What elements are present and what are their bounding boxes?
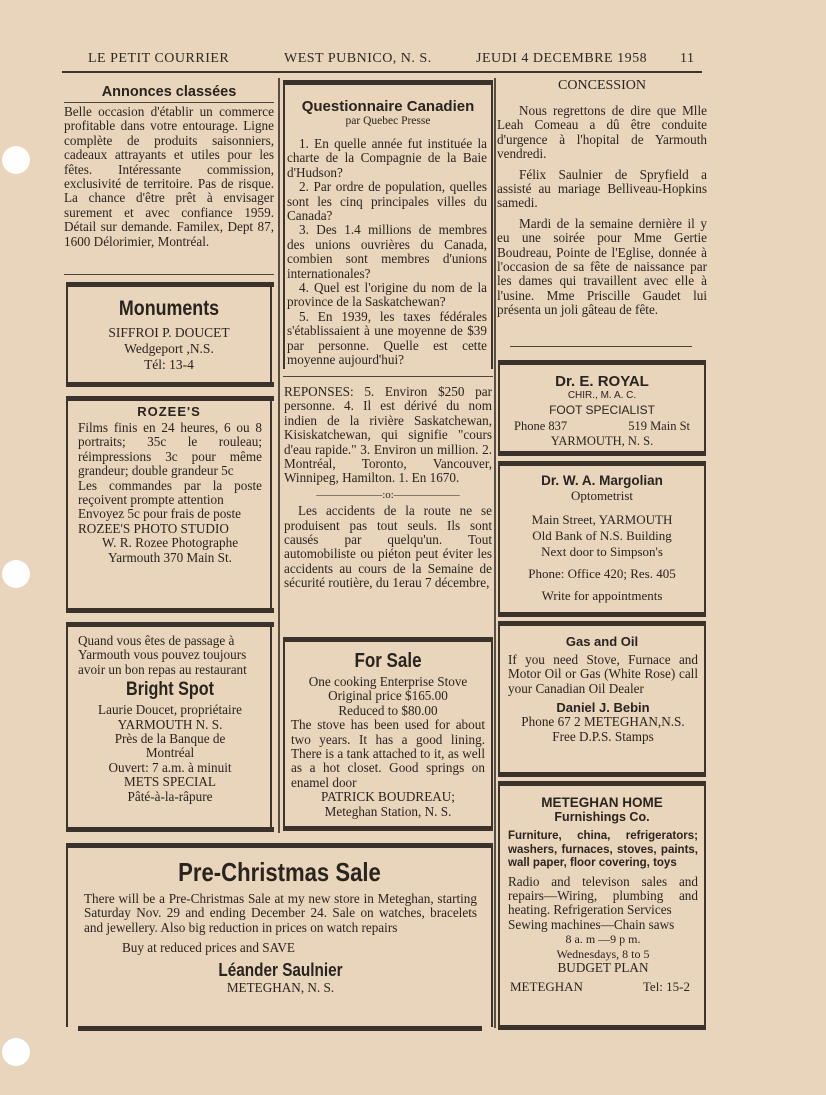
question-2: 2. Par ordre de population, quelles sont les cinq principales villes du Canada? xyxy=(287,179,487,224)
accidents-body: Les accidents de la route ne se produisent pas tout seuls. Ils sont causés par quelqu'un. Tout automobiliste ou piéton peut éviter les accidents au cours de la Semaine de sécurité routière, du 1erau 7 décembre, xyxy=(284,503,492,591)
royal-creds: CHIR., M. A. C. xyxy=(567,390,637,401)
margolian-role: Optometrist xyxy=(570,488,634,503)
concession-heading: CONCESSION xyxy=(558,78,646,93)
question-3: 3. Des 1.4 millions de membres des unions ouvrières du Canada, combien sont membres d'unions internationales? xyxy=(287,222,487,281)
meteghan-hours2: Wednesdays, 8 to 5 xyxy=(556,946,650,961)
rozee-p2: Les commandes par la poste reçoivent prompte attention xyxy=(78,477,262,508)
meteghan-hours1: 8 a. m —9 p m. xyxy=(565,932,641,947)
divider xyxy=(283,376,493,377)
for-sale-desc: The stove has been used for about two years. It has a good lining. There is a tank attached to it, as well as a hot closet. Good springs on enamel door xyxy=(291,717,485,790)
royal-specialty: FOOT SPECIALIST xyxy=(549,403,655,417)
classified-ads xyxy=(64,84,274,249)
bright-hours: Ouvert: 7 a.m. à minuit xyxy=(108,759,232,775)
box-rule xyxy=(66,827,274,832)
bright-intro: Quand vous êtes de passage à Yarmouth vous pouvez toujours avoir un bon repas au restaurant xyxy=(78,633,247,677)
concession-p1: Nous regrettons de dire que Mlle Leah Comeau a dû être conduite d'urgence à l'hopital de Yarmouth vendredi. xyxy=(497,103,707,162)
paper-location: WEST PUBNICO, N. S. xyxy=(284,51,432,66)
answers-body: REPONSES: 5. Environ $250 par personne. 4. Il est dérivé du nom indien de la rivière Saskatchewan, Kisiskatchewan, qui signifie "cours d'eau rapide." 3. Environ un million. 2. Montréal, Toronto, Vancouver, Winnipeg, Hamilton. 1. En 1670. xyxy=(284,384,492,486)
royal-phone: Phone 837 xyxy=(514,419,568,433)
margolian-next: Next door to Simpson's xyxy=(541,544,663,559)
bright-title: Bright Spot xyxy=(126,679,214,701)
margolian-phone: Phone: Office 420; Res. 405 xyxy=(528,566,676,581)
monuments-place: Wedgeport ,N.S. xyxy=(124,341,214,356)
gas-oil-ad xyxy=(498,624,706,774)
meteghan-services: Radio and televison sales and repairs—Wiring, plumbing and heating. Refrigeration Services xyxy=(508,873,698,918)
box-rule xyxy=(78,1026,482,1031)
classified-body: Belle occasion d'établir un commerce profitable dans votre entourage. Ligne complète de produits saisonniers, cadeaux attrayants et utiles pour les fêtes. Intéressante commission, exclusivité de territoire. Pas de risque. La chance d'être prêt à envisager surement et avec confiance 1959. Détail sur demande. Familex, Dept 87, 1600 Délorimier, Montréal. xyxy=(64,104,274,249)
gas-body: If you need Stove, Furnace and Motor Oil or Gas (White Rose) call your Canadian Oil Dealer xyxy=(508,652,698,696)
answers-article xyxy=(284,385,492,591)
presale-body: There will be a Pre-Christmas Sale at my new store in Meteghan, starting Saturday Nov. 29 and ending December 24. Sale on watches, bracelets and jewellery. Also big reduction in prices on watch repairs xyxy=(84,891,477,935)
bright-spot-ad xyxy=(66,626,272,831)
answers-separator: ——————:o:—————— xyxy=(316,488,460,501)
gas-stamps: Free D.P.S. Stamps xyxy=(552,728,654,744)
royal-city: YARMOUTH, N. S. xyxy=(550,434,654,448)
margolian-title: Dr. W. A. Margolian xyxy=(541,473,663,488)
meteghan-plan: BUDGET PLAN xyxy=(557,959,649,975)
box-rule xyxy=(498,1025,706,1030)
meteghan-goods: Furniture, china, refrigerators; washers, furnaces, stoves, paints, wall paper, floor covering, toys xyxy=(508,830,698,869)
monuments-title: Monuments xyxy=(118,297,220,320)
box-rule xyxy=(66,608,274,613)
monuments-tel: Tél: 13-4 xyxy=(144,357,194,372)
for-sale-ad xyxy=(283,640,493,826)
divider xyxy=(64,102,274,103)
rozee-title: ROZEE'S xyxy=(137,404,201,419)
rozee-p1: Films finis en 24 heures, 6 ou 8 portraits; 35c le rouleau; réimpressions 3c pour même grandeur; double grandeur 5c xyxy=(78,420,262,479)
for-sale-seller: PATRICK BOUDREAU; xyxy=(321,789,455,805)
bright-near1: Près de la Banque de xyxy=(114,731,226,747)
concession-p3: Mardi de la semaine dernière il y eu une soirée pour Mme Gertie Boudreau, Pointe de l'Eglise, donnée à l'occasion de sa fête de naissance par les dames qui travaillent avec elle à l'usine. Mme Priscille Gaudet lui présenta un joli gâteau de fête. xyxy=(497,215,707,318)
dr-royal-ad xyxy=(498,363,706,451)
margolian-appt: Write for appointments xyxy=(541,588,663,603)
column-rule xyxy=(494,78,496,1028)
rozee-studio: ROZEE'S PHOTO STUDIO xyxy=(78,520,229,536)
punch-hole xyxy=(2,560,30,588)
classified-heading: Annonces classées xyxy=(101,84,237,100)
bright-dish: Pâté-à-la-râpure xyxy=(127,788,213,804)
gas-phone: Phone 67 2 METEGHAN,N.S. xyxy=(521,714,685,730)
margolian-building: Old Bank of N.S. Building xyxy=(532,528,672,543)
page-number: 11 xyxy=(680,51,695,66)
dr-margolian-ad xyxy=(498,463,706,613)
masthead-rule xyxy=(62,71,702,73)
box-rule xyxy=(498,612,706,617)
for-sale-title: For Sale xyxy=(354,650,422,672)
bright-city: YARMOUTH N. S. xyxy=(117,716,223,732)
for-sale-seller-place: Meteghan Station, N. S. xyxy=(324,803,452,819)
column-rule xyxy=(278,78,280,833)
concession-column xyxy=(497,78,707,318)
issue-date: JEUDI 4 DECEMBRE 1958 xyxy=(476,51,648,66)
monuments-ad xyxy=(66,287,272,387)
paper-name: LE PETIT COURRIER xyxy=(88,51,230,66)
margolian-street: Main Street, YARMOUTH xyxy=(531,512,673,527)
meteghan-title2: Furnishings Co. xyxy=(554,810,650,824)
divider xyxy=(510,346,692,347)
royal-street: 519 Main St xyxy=(628,419,690,433)
box-rule xyxy=(66,382,274,387)
bright-near2: Montréal xyxy=(145,745,195,761)
gas-dealer: Daniel J. Bebin xyxy=(556,700,650,716)
question-5: 5. En 1939, les taxes fédérales s'établissaient à une moyenne de $39 par personne. Quelle est cette moyenne aujourd'hui? xyxy=(287,308,487,368)
presale-owner: Léander Saulnier xyxy=(218,959,343,980)
for-sale-reduced: Reduced to $80.00 xyxy=(338,702,438,718)
box-rule xyxy=(498,772,706,777)
questionnaire-article xyxy=(283,84,493,369)
for-sale-orig-price: Original price $165.00 xyxy=(328,688,448,704)
rozee-ad xyxy=(66,398,272,610)
rozee-p3: Envoyez 5c pour frais de poste xyxy=(78,506,241,522)
bright-owner: Laurie Doucet, propriétaire xyxy=(98,702,242,718)
monuments-name: SIFFROI P. DOUCET xyxy=(108,325,230,340)
gas-title: Gas and Oil xyxy=(565,634,639,649)
questionnaire-title: Questionnaire Canadien xyxy=(301,98,475,115)
divider xyxy=(64,274,274,275)
presale-place: METEGHAN, N. S. xyxy=(226,979,335,995)
pre-christmas-sale-ad xyxy=(66,847,493,1027)
punch-hole xyxy=(2,146,30,174)
presale-cta: Buy at reduced prices and SAVE xyxy=(122,940,295,956)
punch-hole xyxy=(2,1038,30,1066)
rozee-address: Yarmouth 370 Main St. xyxy=(108,549,232,565)
box-rule xyxy=(498,451,706,456)
bright-special: METS SPECIAL xyxy=(124,774,216,790)
meteghan-town: METEGHAN xyxy=(510,979,583,995)
meteghan-furnishings-ad xyxy=(498,785,706,1029)
rozee-photographer: W. R. Rozee Photographe xyxy=(101,535,239,551)
presale-title: Pre-Christmas Sale xyxy=(178,857,381,887)
box-rule xyxy=(283,826,493,831)
for-sale-item: One cooking Enterprise Stove xyxy=(308,674,468,689)
questionnaire-byline: par Quebec Presse xyxy=(345,115,431,127)
question-1: 1. En quelle année fut instituée la charte de la Compagnie de la Baie d'Hudson? xyxy=(287,136,487,180)
question-4: 4. Quel est l'origine du nom de la province de la Saskatchewan? xyxy=(287,280,487,310)
meteghan-sewing: Sewing machines—Chain saws xyxy=(508,916,675,932)
royal-title: Dr. E. ROYAL xyxy=(555,373,649,390)
meteghan-tel: Tel: 15-2 xyxy=(642,979,690,995)
meteghan-title1: METEGHAN HOME xyxy=(541,795,663,810)
concession-p2: Félix Saulnier de Spryfield a assisté au mariage Belliveau-Hopkins samedi. xyxy=(497,166,707,211)
